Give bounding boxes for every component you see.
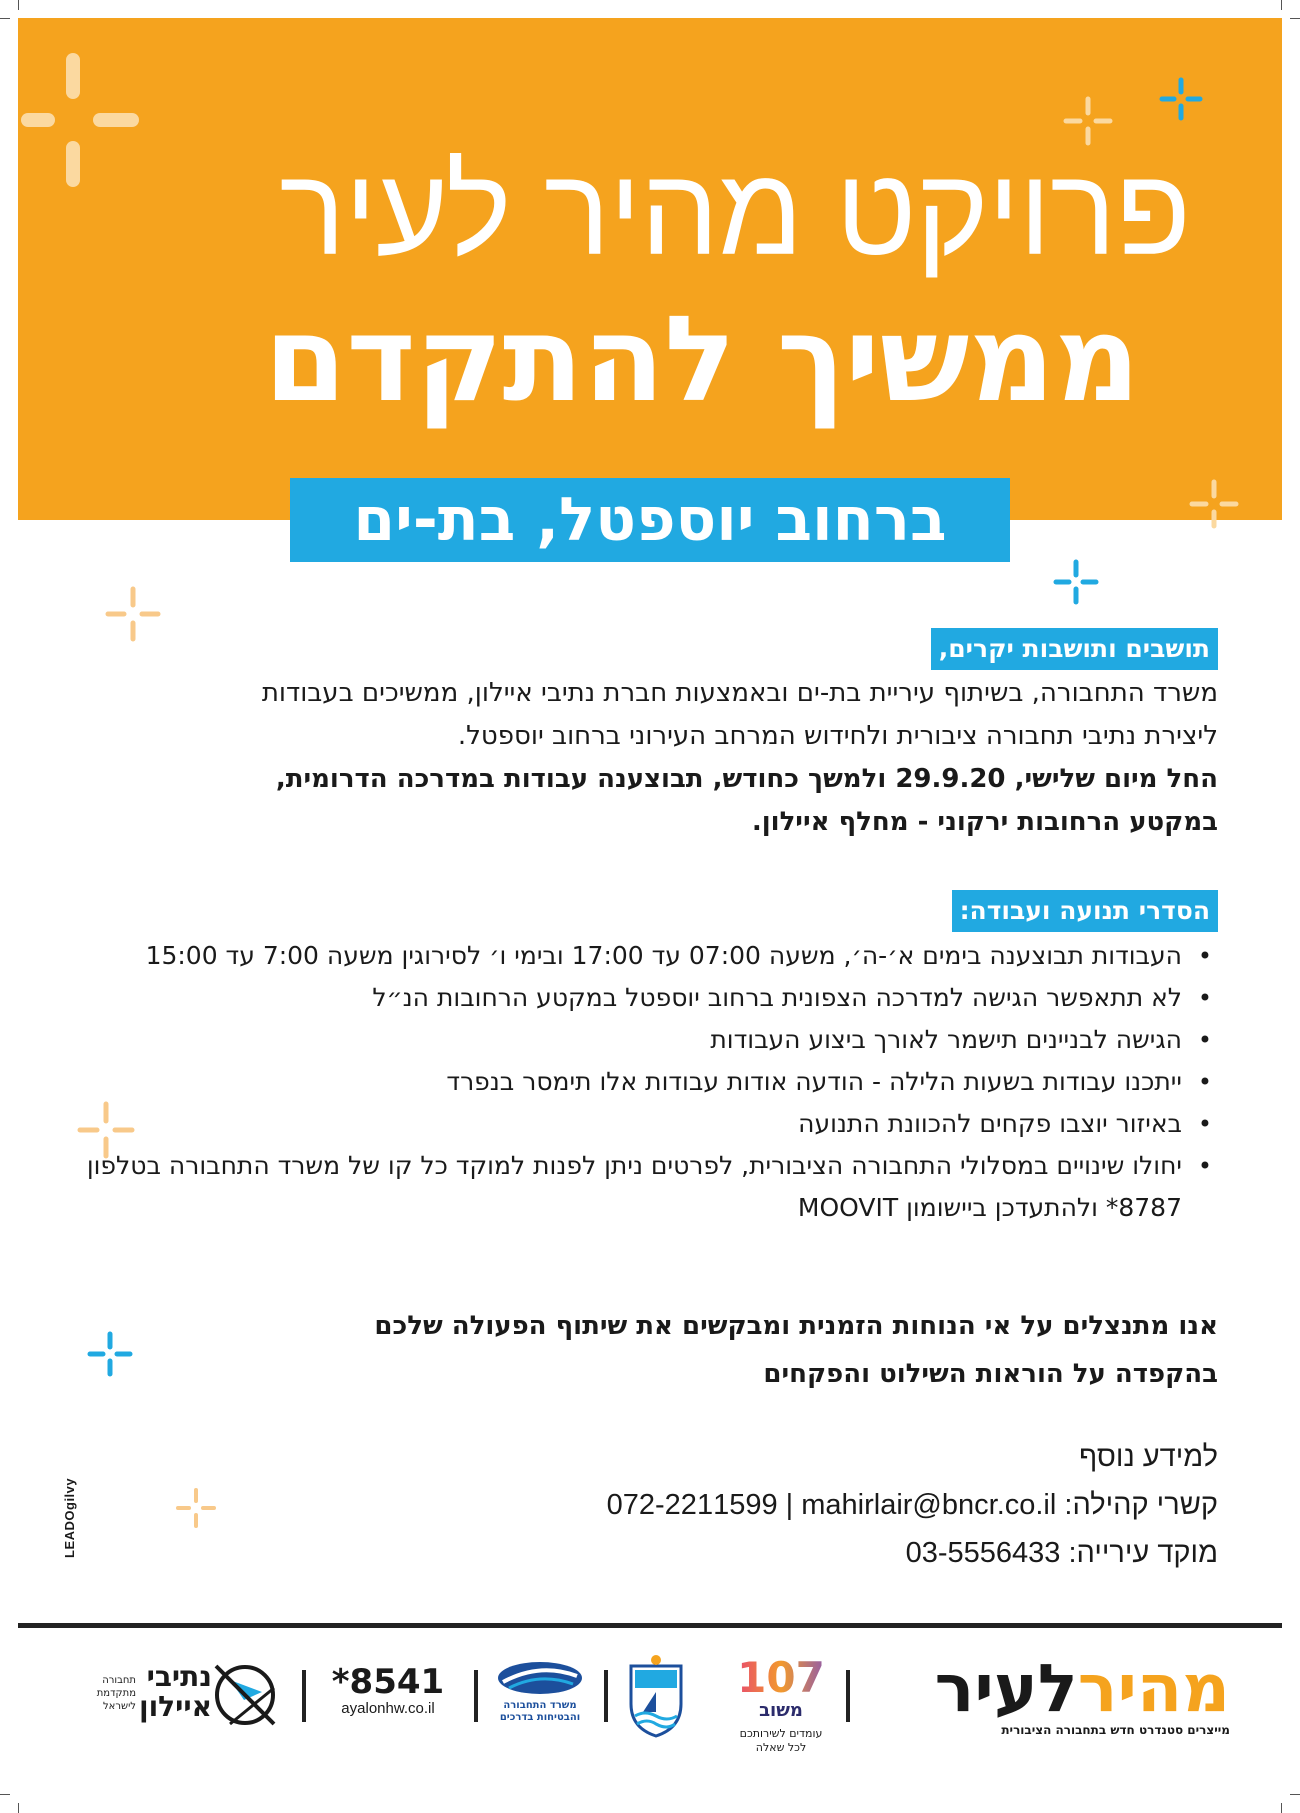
- crop-mark: [18, 0, 19, 10]
- ayalon-name-line: איילון: [138, 1690, 212, 1723]
- ministry-swoosh-icon: [495, 1660, 585, 1696]
- divider: |: [785, 1489, 802, 1521]
- ministry-name: משרד התחבורה: [503, 1700, 577, 1711]
- logo-word: לעיר: [934, 1650, 1078, 1727]
- ayalon-name: [140, 1662, 212, 1722]
- mshov-number: 107: [726, 1656, 836, 1700]
- crop-mark: [0, 1794, 10, 1795]
- email-link[interactable]: mahirlair@bncr.co.il: [801, 1489, 1057, 1521]
- mahir-lair-logo: [870, 1650, 1230, 1750]
- list-item: • יחולו שינויים במסלולי התחבורה הציבורית, לפרטים ניתן לפנות למוקד כל קו של משרד התחבורה בטלפון 8787* ולהתעדכן ביישומון MOOVIT: [83, 1145, 1218, 1229]
- contact-block: [318, 1433, 1218, 1577]
- community-label: קשרי קהילה:: [1064, 1489, 1218, 1521]
- compass-icon: [210, 1660, 280, 1730]
- traffic-list: [83, 935, 1218, 1229]
- footer-divider: [18, 1623, 1282, 1628]
- website-link[interactable]: ayalonhw.co.il: [341, 1700, 435, 1717]
- intro-line: משרד התחבורה, בשיתוף עיריית בת-ים ובאמצעות חברת נתיבי איילון, ממשיכים בעבודות: [261, 678, 1218, 708]
- ayalon-name-line: נתיבי: [146, 1660, 212, 1693]
- page-subtitle: ממשיך להתקדם: [264, 290, 1140, 428]
- contact-heading: למידע נוסף: [1079, 1441, 1218, 1473]
- intro-heading: תושבים ותושבות יקרים,: [931, 628, 1218, 670]
- closing-line: אנו מתנצלים על אי הנוחות הזמנית ומבקשים את שיתוף הפעולה שלכם: [374, 1311, 1218, 1341]
- list-item: • העבודות תבוצענה בימים א׳-ה׳, משעה 07:00 עד 17:00 ובימי ו׳ לסירוגין משעה 7:00 עד 15:00: [83, 935, 1218, 977]
- closing-paragraph: [218, 1302, 1218, 1398]
- sparkle-icon: [104, 585, 162, 643]
- sparkle-icon: [174, 1486, 218, 1530]
- agency-credit: LEADOgilvy: [62, 1477, 77, 1558]
- sparkle-icon: [1052, 558, 1100, 606]
- ayalon-highways-logo: [70, 1652, 290, 1742]
- ministry-name: והבטיחות בדרכים: [499, 1712, 581, 1723]
- ayalon-sub: [70, 1674, 136, 1713]
- crop-mark: [0, 18, 10, 19]
- traffic-heading: הסדרי תנועה ועבודה:: [952, 890, 1218, 932]
- footer-separator: [474, 1670, 478, 1722]
- intro-paragraph: [118, 672, 1218, 844]
- ministry-of-transport-logo: [490, 1660, 590, 1724]
- street-banner: ברחוב יוספטל, בת-ים: [290, 478, 1010, 562]
- page-title: פרויקט מהיר לעיר: [279, 143, 1190, 281]
- sparkle-icon: [76, 1100, 136, 1160]
- mshov-tagline-line: לכל שאלה: [755, 1741, 807, 1754]
- ayalon-sub-line: תחבורה: [102, 1675, 136, 1686]
- footer-separator: [302, 1670, 306, 1722]
- bat-yam-emblem-icon: [625, 1652, 687, 1738]
- crop-mark: [1290, 1794, 1300, 1795]
- ayalon-sub-line: מתקדמת: [96, 1688, 136, 1699]
- sparkle-icon: [1188, 478, 1240, 530]
- crop-mark: [1281, 0, 1282, 10]
- sparkle-icon: [1158, 76, 1204, 122]
- hotline-number: *8541: [331, 1662, 445, 1702]
- crop-mark: [1290, 18, 1300, 19]
- mshov-tagline-line: עומדים לשירותכם: [739, 1727, 823, 1740]
- mshov-107-logo: [726, 1653, 836, 1755]
- ayalon-sub-line: לישראל: [102, 1701, 136, 1712]
- sparkle-icon: [86, 1330, 134, 1378]
- municipal-label: מוקד עירייה:: [1068, 1537, 1218, 1569]
- sparkle-icon: [1062, 95, 1114, 147]
- municipal-phone: 03-5556433: [905, 1537, 1061, 1569]
- intro-line: במקטע הרחובות ירקוני - מחלף איילון.: [751, 807, 1218, 837]
- mshov-tagline: [726, 1727, 836, 1755]
- intro-line: ליצירת נתיבי תחבורה ציבורית ולחידוש המרחב העירוני ברחוב יוספטל.: [457, 721, 1218, 751]
- community-contact: [318, 1481, 1218, 1529]
- intro-line: החל מיום שלישי, 29.9.20 ולמשך כחודש, תבוצענה עבודות במדרכה הדרומית,: [275, 764, 1218, 794]
- crop-mark: [18, 1803, 19, 1813]
- closing-line: בהקפדה על הוראות השילוט והפקחים: [763, 1359, 1218, 1389]
- list-item: • ייתכנו עבודות בשעות הלילה - הודעה אודות עבודות אלו תימסר בנפרד: [83, 1061, 1218, 1103]
- logo-tagline: מייצרים סטנדרט חדש בתחבורה הציבורית: [1001, 1723, 1230, 1737]
- list-item: • הגישה לבניינים תישמר לאורך ביצוע העבודות: [83, 1019, 1218, 1061]
- list-item: • באיזור יוצבו פקחים להכוונת התנועה: [83, 1103, 1218, 1145]
- footer-separator: [846, 1670, 850, 1722]
- community-phone: 072-2211599: [606, 1489, 778, 1521]
- mshov-name: משוב: [759, 1700, 803, 1721]
- footer-separator: [604, 1670, 608, 1722]
- hotline-block: [328, 1664, 448, 1717]
- list-item: • לא תתאפשר הגישה למדרכה הצפונית ברחוב יוספטל במקטע הרחובות הנ״ל: [83, 977, 1218, 1019]
- logo-word: מהיר: [1077, 1650, 1230, 1727]
- municipal-contact: [318, 1529, 1218, 1577]
- crop-mark: [1281, 1803, 1282, 1813]
